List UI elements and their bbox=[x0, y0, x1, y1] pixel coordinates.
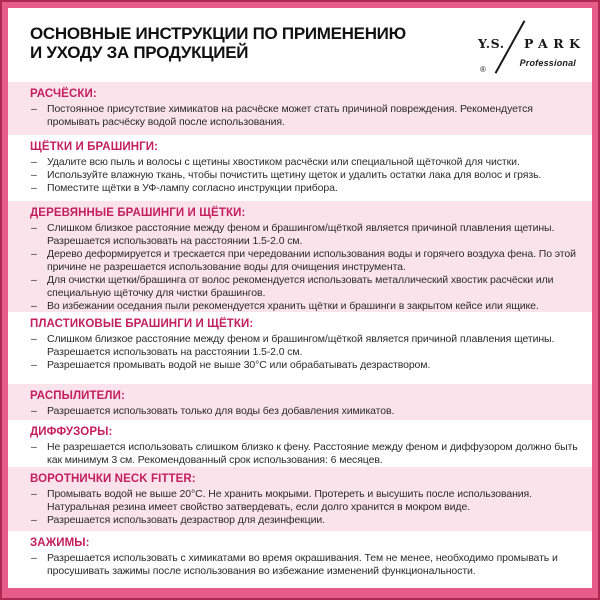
bullet-dash: – bbox=[31, 222, 37, 234]
bullet-dash: – bbox=[31, 300, 37, 312]
instructions-document bbox=[8, 8, 592, 588]
bullet-dash: – bbox=[31, 248, 37, 260]
bullet-dash: – bbox=[31, 156, 37, 168]
section-heading: ЗАЖИМЫ: bbox=[30, 537, 90, 549]
instruction-section bbox=[8, 384, 592, 420]
instruction-section bbox=[8, 467, 592, 531]
bullet-text: Используйте влажную ткань, чтобы почистить щетину щеток и удалить остатки лака для волос и грязь. bbox=[47, 169, 542, 181]
bullet-dash: – bbox=[31, 359, 37, 371]
bullet-dash: – bbox=[31, 405, 37, 417]
logo-ys-text: Y.S. bbox=[478, 36, 505, 51]
bullet-text: Разрешается использовать только для воды без добавления химикатов. bbox=[47, 405, 395, 417]
bullet-text: Разрешается использовать с химикатами во время окрашивания. Тем не менее, необходимо промывать и просушивать зажимы после использования во избежание изменений функциональности. bbox=[47, 552, 558, 577]
section-heading: ЩЁТКИ И БРАШИНГИ: bbox=[30, 141, 159, 153]
bullet-item bbox=[30, 333, 584, 359]
section-heading: ДИФФУЗОРЫ: bbox=[30, 426, 113, 438]
bullet-dash: – bbox=[31, 169, 37, 181]
bullet-list bbox=[30, 156, 584, 195]
section-heading: ВОРОТНИЧКИ NECK FITTER: bbox=[30, 473, 196, 485]
bullet-list bbox=[30, 405, 584, 418]
bullet-item bbox=[30, 156, 584, 169]
bullet-dash: – bbox=[31, 182, 37, 194]
page-title-line1: ОСНОВНЫЕ ИНСТРУКЦИИ ПО ПРИМЕНЕНИЮ bbox=[30, 24, 406, 43]
bullet-text: Разрешается использовать дезраствор для дезинфекции. bbox=[47, 514, 325, 526]
bullet-item bbox=[30, 552, 584, 578]
page-title bbox=[30, 24, 406, 62]
instruction-section bbox=[8, 531, 592, 588]
bullet-dash: – bbox=[31, 333, 37, 345]
bullet-item bbox=[30, 222, 584, 248]
bullet-item bbox=[30, 514, 584, 527]
bullet-list bbox=[30, 552, 584, 578]
page-title-line2: И УХОДУ ЗА ПРОДУКЦИЕЙ bbox=[30, 43, 249, 62]
bullet-dash: – bbox=[31, 488, 37, 500]
registered-trademark-icon: ® bbox=[480, 65, 486, 74]
section-heading: ПЛАСТИКОВЫЕ БРАШИНГИ И ЩЁТКИ: bbox=[30, 318, 254, 330]
bullet-text: Поместите щётки в УФ-лампу согласно инструкции прибора. bbox=[47, 182, 338, 194]
ys-park-logo bbox=[478, 20, 586, 74]
instruction-section bbox=[8, 82, 592, 135]
bullet-dash: – bbox=[31, 552, 37, 564]
document-header bbox=[8, 8, 592, 82]
bullet-item bbox=[30, 441, 584, 467]
bullet-dash: – bbox=[31, 514, 37, 526]
bullet-dash: – bbox=[31, 274, 37, 286]
bullet-text: Удалите всю пыль и волосы с щетины хвостиком расчёски или специальной щёточкой для чистки. bbox=[47, 156, 520, 168]
bullet-text: Для очистки щетки/брашинга от волос рекомендуется использовать металлический хвостик расчёски или специальную щёточку для чистки брашингов. bbox=[47, 274, 554, 299]
bullet-list bbox=[30, 488, 584, 527]
bullet-text: Дерево деформируется и трескается при чередовании использования воды и горячего воздуха фена. По этой причине не разрешается использование воды для очищения инструмента. bbox=[47, 248, 576, 273]
section-heading: ДЕРЕВЯННЫЕ БРАШИНГИ И ЩЁТКИ: bbox=[30, 207, 246, 219]
bullet-dash: – bbox=[31, 103, 37, 115]
section-heading: РАСПЫЛИТЕЛИ: bbox=[30, 390, 125, 402]
instruction-section bbox=[8, 312, 592, 384]
bullet-item bbox=[30, 488, 584, 514]
bullet-item bbox=[30, 103, 584, 129]
bullet-item bbox=[30, 300, 584, 312]
instruction-section bbox=[8, 420, 592, 467]
instruction-section bbox=[8, 201, 592, 312]
bullet-text: Постоянное присутствие химикатов на расчёске может стать причиной повреждения. Рекомендуется промывать расчёску водой после использования. bbox=[47, 103, 533, 128]
bullet-list bbox=[30, 333, 584, 372]
page-border-inner bbox=[2, 2, 598, 598]
bullet-dash: – bbox=[31, 441, 37, 453]
bullet-item bbox=[30, 359, 584, 372]
bullet-text: Слишком близкое расстояние между феном и брашингом/щёткой является причиной плавления щетины. Разрешается использовать на расстоянии 1.5-2.0 см. bbox=[47, 222, 555, 247]
bullet-item bbox=[30, 169, 584, 182]
logo-park-text: PARK bbox=[524, 36, 586, 51]
bullet-text: Слишком близкое расстояние между феном и брашингом/щёткой является причиной плавления щетины. Разрешается использовать на расстоянии 1.5-2.0 см. bbox=[47, 333, 555, 358]
bullet-text: Не разрешается использовать слишком близко к фену. Расстояние между феном и диффузором должно быть как минимум 3 см. Рекомендованный срок использования: 6 месяцев. bbox=[47, 441, 578, 466]
bullet-item bbox=[30, 274, 584, 300]
bullet-text: Промывать водой не выше 20°C. Не хранить мокрыми. Протереть и высушить после использования. Натуральная резина имеет свойство затвердевать, если долго хранится в мокром виде. bbox=[47, 488, 532, 513]
bullet-list bbox=[30, 222, 584, 312]
bullet-item bbox=[30, 405, 584, 418]
bullet-text: Во избежании оседания пыли рекомендуется хранить щётки и брашинги в закрытом кейсе или ящике. bbox=[47, 300, 539, 312]
bullet-list bbox=[30, 441, 584, 467]
instruction-section bbox=[8, 135, 592, 201]
section-heading: РАСЧЁСКИ: bbox=[30, 88, 97, 100]
bullet-text: Разрешается промывать водой не выше 30°C или обрабатывать дезраствором. bbox=[47, 359, 431, 371]
sections-container bbox=[8, 82, 592, 588]
bullet-item bbox=[30, 182, 584, 195]
bullet-list bbox=[30, 103, 584, 129]
bullet-item bbox=[30, 248, 584, 274]
logo-professional-text: Professional bbox=[519, 58, 576, 68]
